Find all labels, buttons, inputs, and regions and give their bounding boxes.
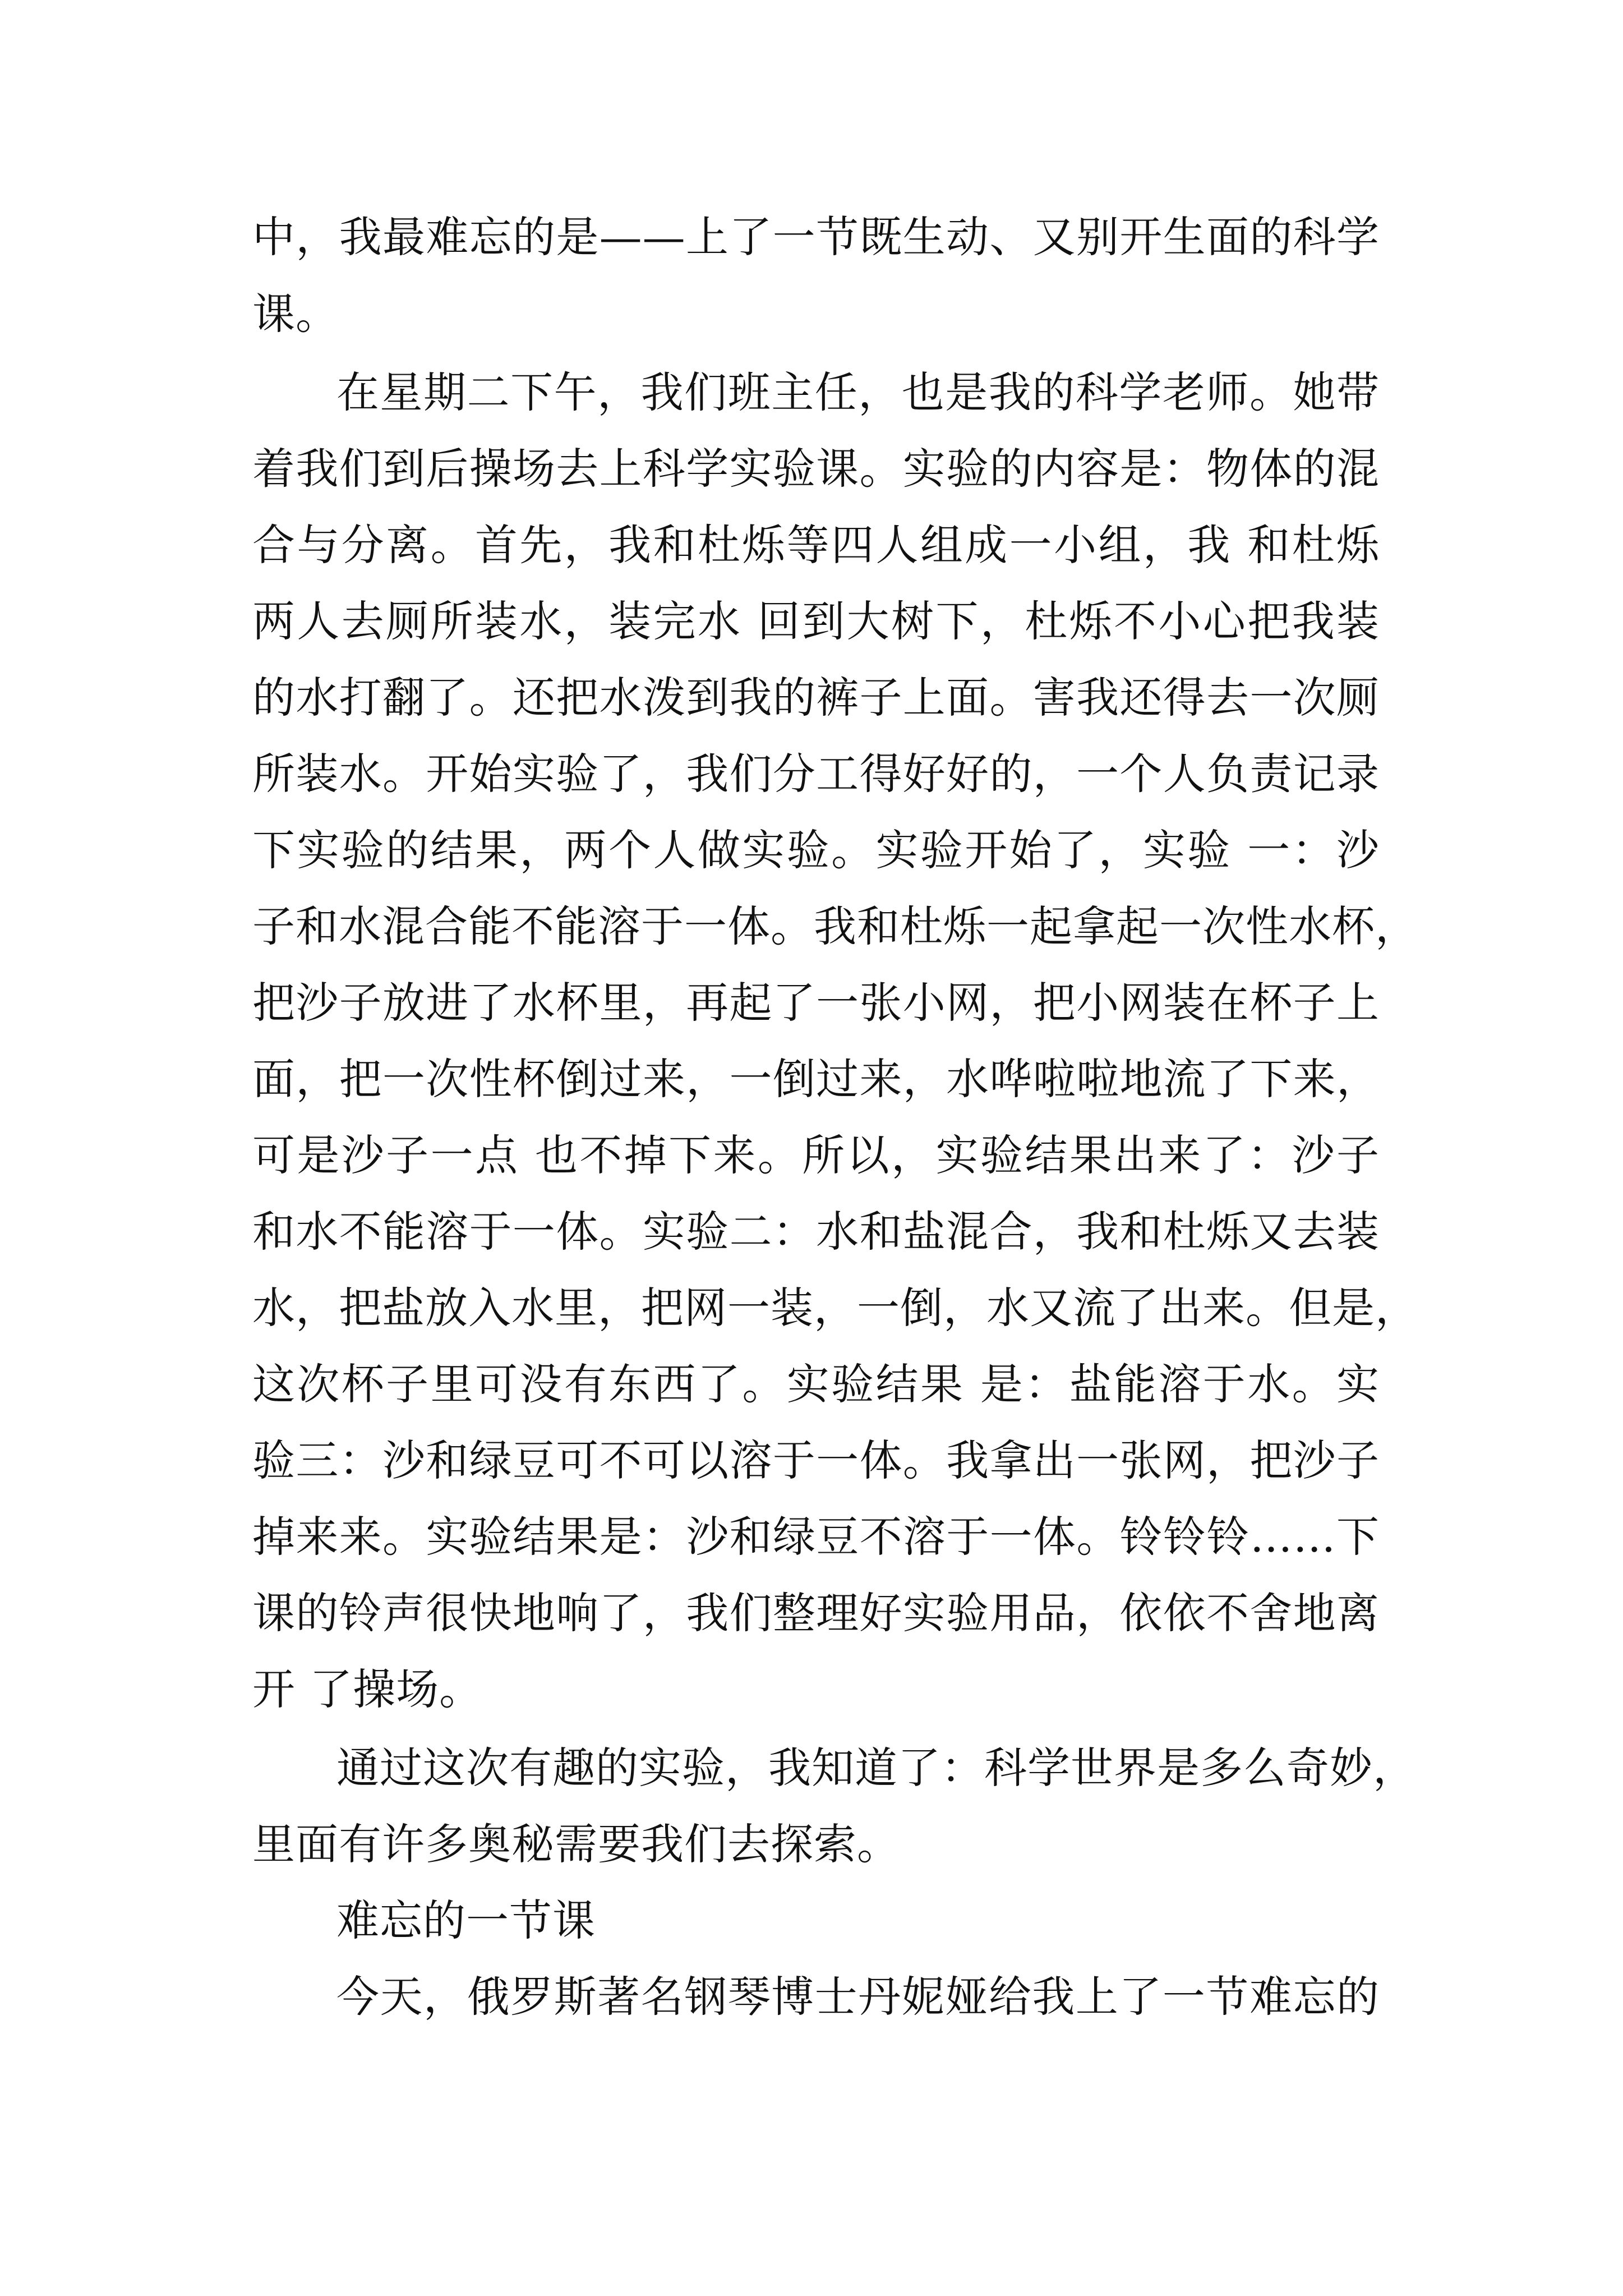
text-line-2: 课。 [252, 289, 339, 339]
text-line-6: 两人去厕所装水，装完水 回到大树下，杜烁不小心把我装 [252, 596, 1380, 646]
text-line-14: 和水不能溶于一体。实验二：水和盐混合，我和杜烁又去装 [252, 1207, 1380, 1257]
text-line-10: 子和水混合能不能溶于一体。我和杜烁一起拿起一次性水杯， [252, 901, 1418, 951]
text-line-8: 所装水。开始实验了，我们分工得好好的，一个人负责记录 [252, 749, 1380, 799]
text-line-7: 的水打翻了。还把水泼到我的裤子上面。害我还得去一次厕 [252, 673, 1380, 723]
text-line-4: 着我们到后操场去上科学实验课。实验的内容是：物体的混 [252, 444, 1380, 494]
text-line-1: 中，我最难忘的是——上了一节既生动、又别开生面的科学 [252, 212, 1380, 262]
section-heading: 难忘的一节课 [336, 1895, 596, 1945]
text-line-16: 这次杯子里可没有东西了。实验结果 是：盐能溶于水。实 [252, 1359, 1380, 1409]
text-line-19: 课的铃声很快地响了，我们整理好实验用品，依依不舍地离 [252, 1588, 1380, 1638]
text-line-5: 合与分离。首先，我和杜烁等四人组成一小组，我 和杜烁 [252, 520, 1380, 570]
text-line-20: 开 了操场。 [252, 1664, 483, 1714]
text-line-18: 掉来来。实验结果是：沙和绿豆不溶于一体。铃铃铃……下 [252, 1512, 1380, 1562]
text-line-3: 在星期二下午，我们班主任，也是我的科学老师。她带 [336, 367, 1380, 417]
text-line-9: 下实验的结果，两个人做实验。实验开始了，实验 一：沙 [252, 825, 1380, 875]
text-line-21: 通过这次有趣的实验，我知道了：科学世界是多么奇妙， [336, 1743, 1416, 1793]
text-line-22: 里面有许多奥秘需要我们去探索。 [252, 1819, 900, 1869]
text-line-12: 面，把一次性杯倒过来，一倒过来，水哗啦啦地流了下来， [252, 1054, 1380, 1104]
text-line-17: 验三：沙和绿豆可不可以溶于一体。我拿出一张网，把沙子 [252, 1435, 1380, 1485]
text-line-11: 把沙子放进了水杯里，再起了一张小网，把小网装在杯子上 [252, 978, 1380, 1028]
text-line-24: 今天，俄罗斯著名钢琴博士丹妮娅给我上了一节难忘的 [336, 1972, 1380, 2022]
text-line-13: 可是沙子一点 也不掉下来。所以，实验结果出来了：沙子 [252, 1130, 1380, 1180]
text-line-15: 水，把盐放入水里，把网一装，一倒，水又流了出来。但是， [252, 1283, 1418, 1333]
